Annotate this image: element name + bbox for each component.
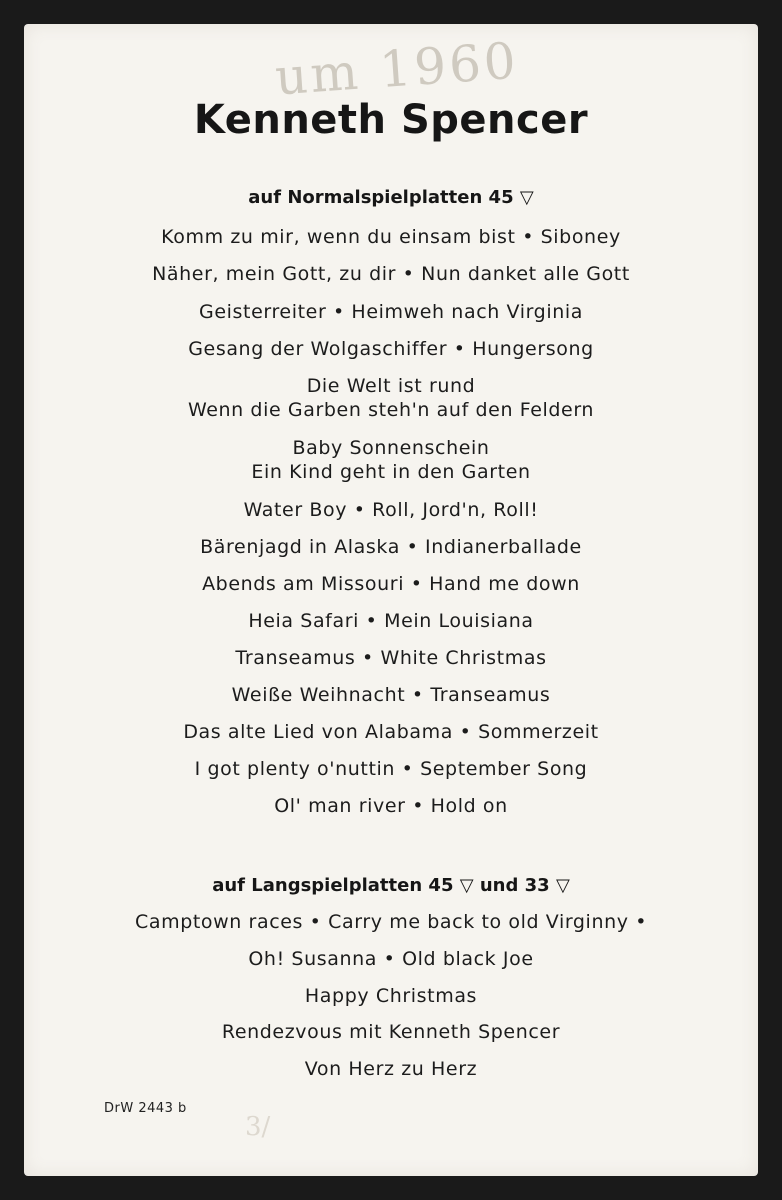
- song-line: Von Herz zu Herz: [304, 1058, 478, 1080]
- song-line: Das alte Lied von Alabama • Sommerzeit: [183, 721, 599, 743]
- song-line: I got plenty o'nuttin • September Song: [194, 758, 588, 780]
- song-line: Happy Christmas: [304, 985, 478, 1007]
- song-line: Geisterreiter • Heimweh nach Virginia: [199, 301, 583, 323]
- pencil-annotation: um 1960: [273, 31, 521, 107]
- song-line: Rendezvous mit Kenneth Spencer: [221, 1021, 561, 1043]
- song-line: Water Boy • Roll, Jord'n, Roll!: [243, 499, 539, 521]
- song-line: Baby Sonnenschein: [292, 437, 490, 459]
- song-line: Die Welt ist rund: [306, 375, 476, 397]
- song-line: Näher, mein Gott, zu dir • Nun danket alle Gott: [152, 263, 630, 285]
- page-title: Kenneth Spencer: [193, 97, 589, 143]
- song-line: Transeamus • White Christmas: [235, 647, 547, 669]
- song-line: Bärenjagd in Alaska • Indianerballade: [200, 536, 582, 558]
- section-heading-singles: auf Normalspielplatten 45 ▽: [248, 187, 534, 208]
- song-line: Oh! Susanna • Old black Joe: [248, 948, 534, 970]
- print-code: DrW 2443 b: [104, 1101, 187, 1116]
- song-line: Abends am Missouri • Hand me down: [202, 573, 580, 595]
- song-line: Wenn die Garben steh'n auf den Feldern: [187, 399, 595, 421]
- section-heading-albums: auf Langspielplatten 45 ▽ und 33 ▽: [212, 875, 570, 896]
- song-line: Weiße Weihnacht • Transeamus: [231, 684, 551, 706]
- song-line: Ein Kind geht in den Garten: [251, 461, 531, 483]
- song-line: Komm zu mir, wenn du einsam bist • Siboney: [161, 226, 621, 248]
- song-line: Heia Safari • Mein Louisiana: [248, 610, 534, 632]
- song-line: Gesang der Wolgaschiffer • Hungersong: [188, 338, 594, 360]
- song-line: Camptown races • Carry me back to old Virginny •: [134, 911, 648, 933]
- pencil-mark: 3/: [245, 1112, 271, 1142]
- song-line: Ol' man river • Hold on: [274, 795, 508, 817]
